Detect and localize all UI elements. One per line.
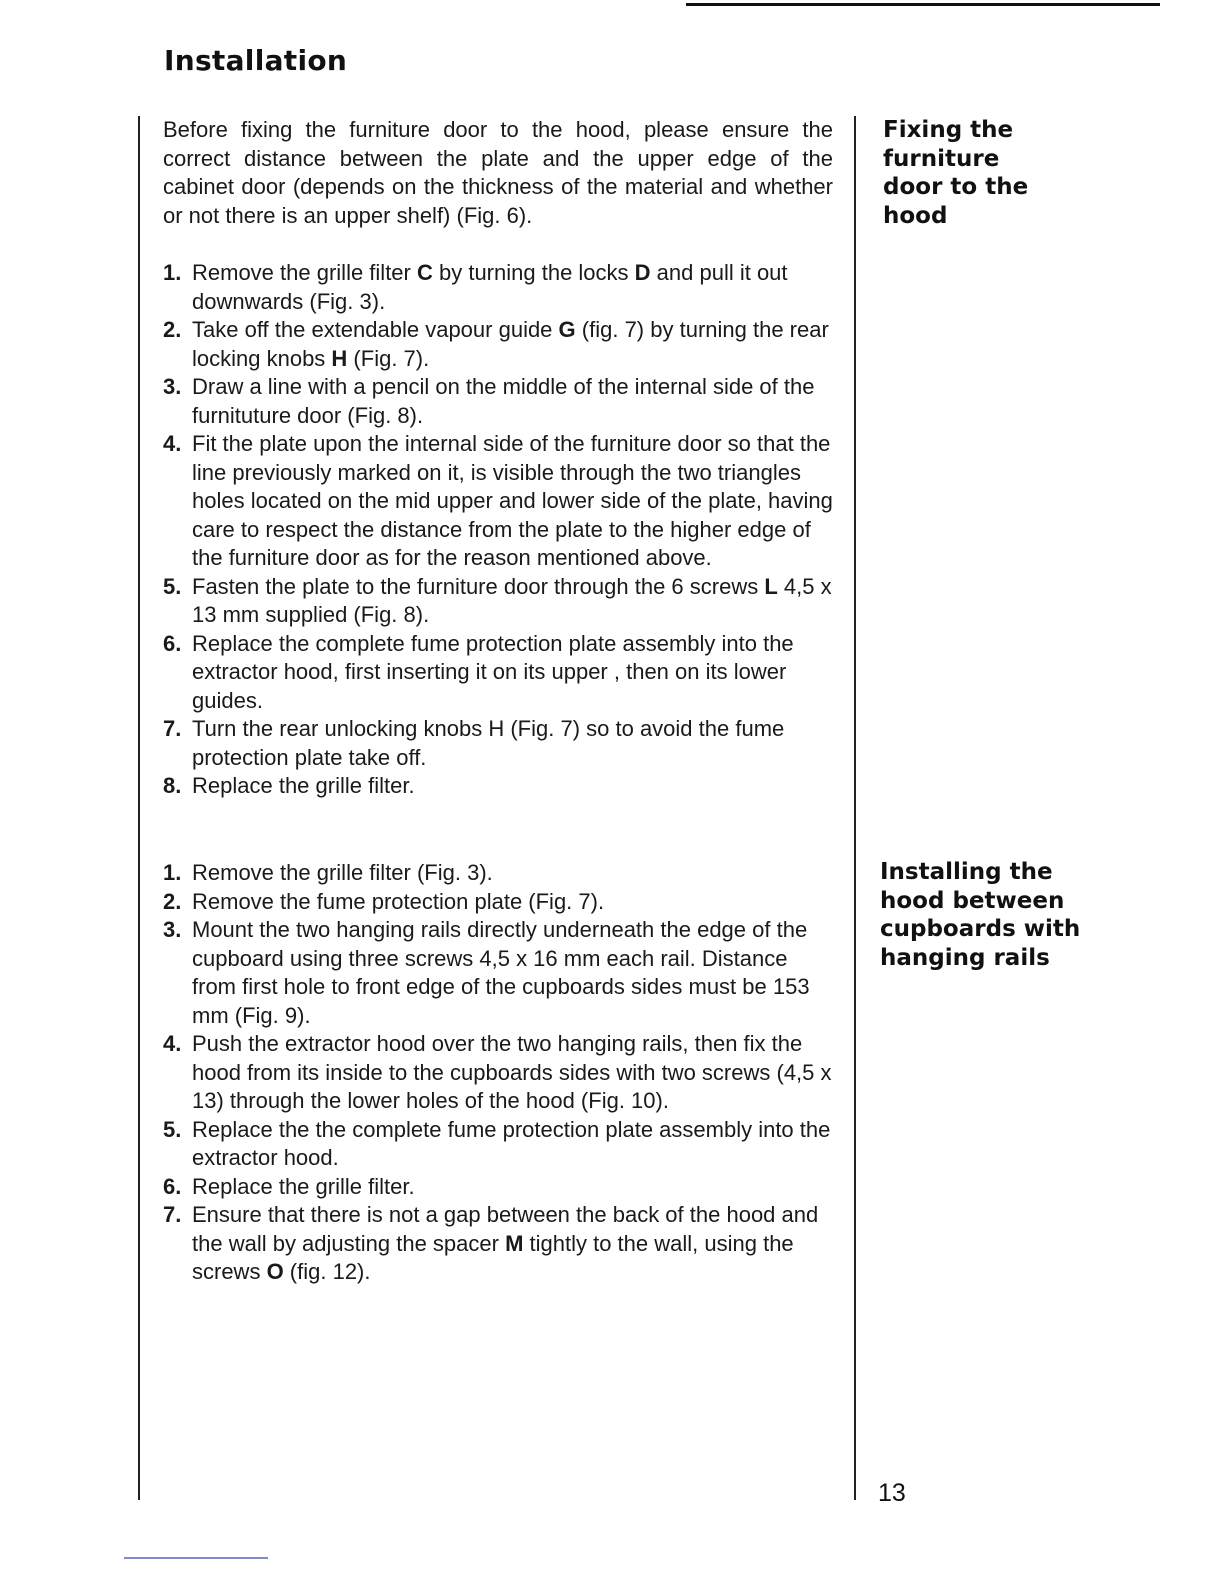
fixing-intro-paragraph: Before fixing the furniture door to the hood, please ensure the correct distance between the plate and the upper edge of the cabinet door (depends on the thickness of the material and whether or not there is an upper shelf) (Fig. 6). [163,117,833,228]
left-margin-rule [138,116,140,1500]
step-number: 4. [163,1031,182,1056]
top-rule [686,3,1160,6]
step-number: 3. [163,917,182,942]
list-item: 6. Replace the complete fume protection plate assembly into the extractor hood, first inserting it on its upper , then on its lower guides. [163,630,794,713]
list-item: 4. Push the extractor hood over the two hanging rails, then fix the hood from its inside to the cupboards sides with two screws (4,5 x 13) through the lower holes of the hood (Fig. 10). [163,1031,832,1113]
part-letter: G [558,317,576,342]
step-number: 3. [163,374,182,399]
bottom-rule [124,1557,268,1559]
list-item: 5. Replace the the complete fume protection plate assembly into the extractor hood. [163,1116,831,1170]
step-number: 7. [163,1202,182,1227]
column-divider-rule [854,116,856,1500]
step-number: 4. [163,431,182,456]
page-number: 13 [878,1479,906,1507]
hanging-rails-steps-list [163,859,833,1287]
list-item: 3. Draw a line with a pencil on the middle of the internal side of the furnituture door (Fig. 8). [163,374,815,428]
list-item: 4. Fit the plate upon the internal side of the furniture door so that the line previously marked on it, is visible through the two triangles holes located on the mid upper and lower side of the plate, having care to respect the distance from the plate to the higher edge of the furniture door as for the reason mentioned above. [163,431,833,570]
step-number: 1. [163,260,182,285]
list-item: 3. Mount the two hanging rails directly underneath the edge of the cupboard using three screws 4,5 x 16 mm each rail. Distance from first hole to front edge of the cupboards sides must be 153 mm (Fig. 9). [163,917,810,1028]
list-item: 6. Replace the grille filter. [163,1173,833,1202]
step-number: 8. [163,773,182,798]
list-item: 7. Turn the rear unlocking knobs H (Fig. 7) so to avoid the fume protection plate take off. [163,716,785,770]
list-item: 7. Ensure that there is not a gap between the back of the hood and the wall by adjusting the spacer M tightly to the wall, using the screws O (fig. 12). [163,1202,819,1284]
step-number: 6. [163,630,182,656]
list-item: 8. Replace the grille filter. [163,772,833,801]
list-item: 2. Take off the extendable vapour guide G (fig. 7) by turning the rear locking knobs H (Fig. 7). [163,317,829,371]
fixing-steps-list [163,259,833,801]
step-number: 1. [163,860,182,885]
hanging-rails-side-heading: Installing the hood between cupboards with hanging rails [880,859,1081,971]
step-number: 5. [163,573,182,599]
fixing-side-heading: Fixing the furniture door to the hood [883,117,1029,229]
list-item: 1. Remove the grille filter (Fig. 3). [163,859,833,888]
list-item: 5. Fasten the plate to the furniture door through the 6 screws L 4,5 x 13 mm supplied (Fig. 8). [163,573,832,627]
step-number: 5. [163,1116,182,1142]
step-number: 7. [163,716,182,741]
part-letter: M [505,1230,524,1256]
step-number: 2. [163,317,182,342]
part-letter: C [416,260,433,285]
part-letter: D [634,260,651,285]
step-number: 6. [163,1173,182,1199]
page-title: Installation [164,44,348,77]
part-letter: H [331,345,348,371]
step-number: 2. [163,888,182,914]
part-letter: L [764,573,778,599]
list-item: 2. Remove the fume protection plate (Fig. 7). [163,888,833,917]
list-item: 1. Remove the grille filter C by turning the locks D and pull it out downwards (Fig. 3). [163,260,788,314]
part-letter: O [266,1259,284,1284]
